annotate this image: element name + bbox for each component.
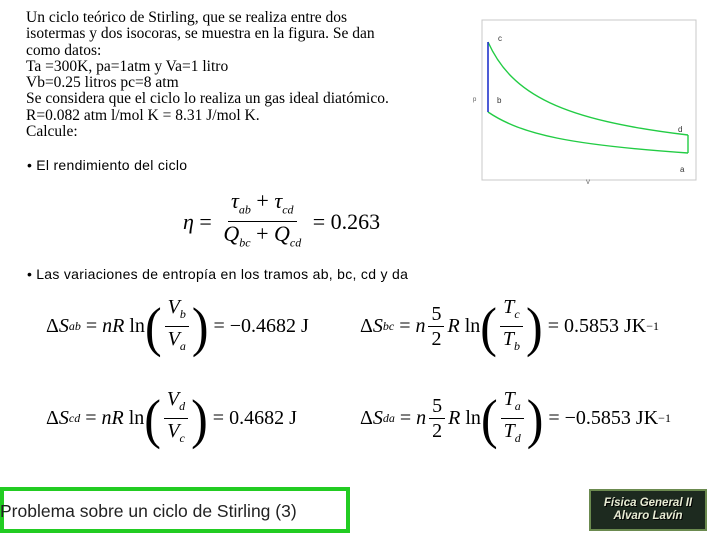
eta-fraction: $\frac{\tau_{ab} + \tau_{cd}}{Q_{bc} + Q_{cd}}$: [223, 188, 302, 250]
point-label-a: a: [680, 165, 685, 174]
s-bc-exponent: −1: [646, 319, 659, 333]
s-bc-value: 0.5853 JK: [563, 315, 647, 337]
s-ab-value: −0.4682 J: [229, 315, 309, 337]
eq-entropy-ab: Δ S ab = nR ln ( $\frac{V_b}{V_a}$ ) = −0.4682 J: [46, 295, 309, 358]
eq-entropy-da: Δ S da = n $\frac{5}{2}$ R ln ( $\frac{T_a}{T_d}$ ) = −0.5853 JK −1: [360, 387, 671, 450]
chart-frame: [482, 20, 696, 180]
point-label-b: b: [497, 96, 502, 105]
eq-efficiency: η = $\frac{\tau_{ab} + \tau_{cd}}{Q_{bc} + Q_{cd}}$ = 0.263: [183, 190, 380, 254]
bullet-dot: •: [27, 157, 33, 173]
eq-entropy-cd: Δ S cd = nR ln ( $\frac{V_d}{V_c}$ ) = 0.4682 J: [46, 387, 297, 450]
point-label-d: d: [678, 125, 683, 134]
eq-entropy-bc: Δ S bc = n $\frac{5}{2}$ R ln ( $\frac{T_c}{T_b}$ ) = 0.5853 JK −1: [360, 295, 659, 358]
axis-label-p: p: [473, 97, 477, 103]
point-label-c: c: [498, 34, 502, 43]
problem-line-3: como datos:: [26, 41, 102, 59]
bullet-entropy-text: Las variaciones de entropía en los tramos ab, bc, cd y da: [36, 266, 409, 282]
problem-line-4: Ta =300K, pa=1atm y Va=1 litro: [26, 57, 229, 75]
eta-symbol: η: [183, 208, 194, 234]
s-cd-value: 0.4682 J: [229, 407, 297, 429]
problem-line-2: isotermas y dos isocoras, se muestra en la figura. Se dan: [26, 25, 375, 43]
s-da-exponent: −1: [658, 411, 671, 425]
bullet-efficiency-text: El rendimiento del ciclo: [36, 157, 188, 173]
bullet-efficiency: [27, 157, 187, 173]
eta-value: 0.263: [330, 208, 381, 234]
problem-line-6: Se considera que el ciclo lo realiza un gas ideal diatómico.: [26, 90, 389, 108]
problem-statement: [26, 10, 456, 140]
problem-line-7: R=0.082 atm l/mol K = 8.31 J/mol K.: [26, 106, 260, 124]
course-logo: [589, 489, 707, 531]
bullet-dot: •: [27, 266, 33, 282]
bullet-entropy: [27, 266, 408, 282]
problem-line-5: Vb=0.25 litros pc=8 atm: [26, 74, 179, 92]
logo-line-1: Física General II: [603, 497, 693, 509]
axis-label-v: V: [586, 180, 591, 186]
s-da-value: −0.5853 JK: [564, 407, 659, 429]
slide-title: Problema sobre un ciclo de Stirling (3): [0, 501, 297, 521]
pv-diagram: [473, 20, 696, 186]
problem-line-8: Calcule:: [26, 123, 78, 141]
problem-line-1: Un ciclo teórico de Stirling, que se realiza entre dos: [26, 9, 348, 26]
logo-line-2: Alvaro Lavín: [613, 510, 683, 522]
slide-title-box: [0, 487, 350, 533]
